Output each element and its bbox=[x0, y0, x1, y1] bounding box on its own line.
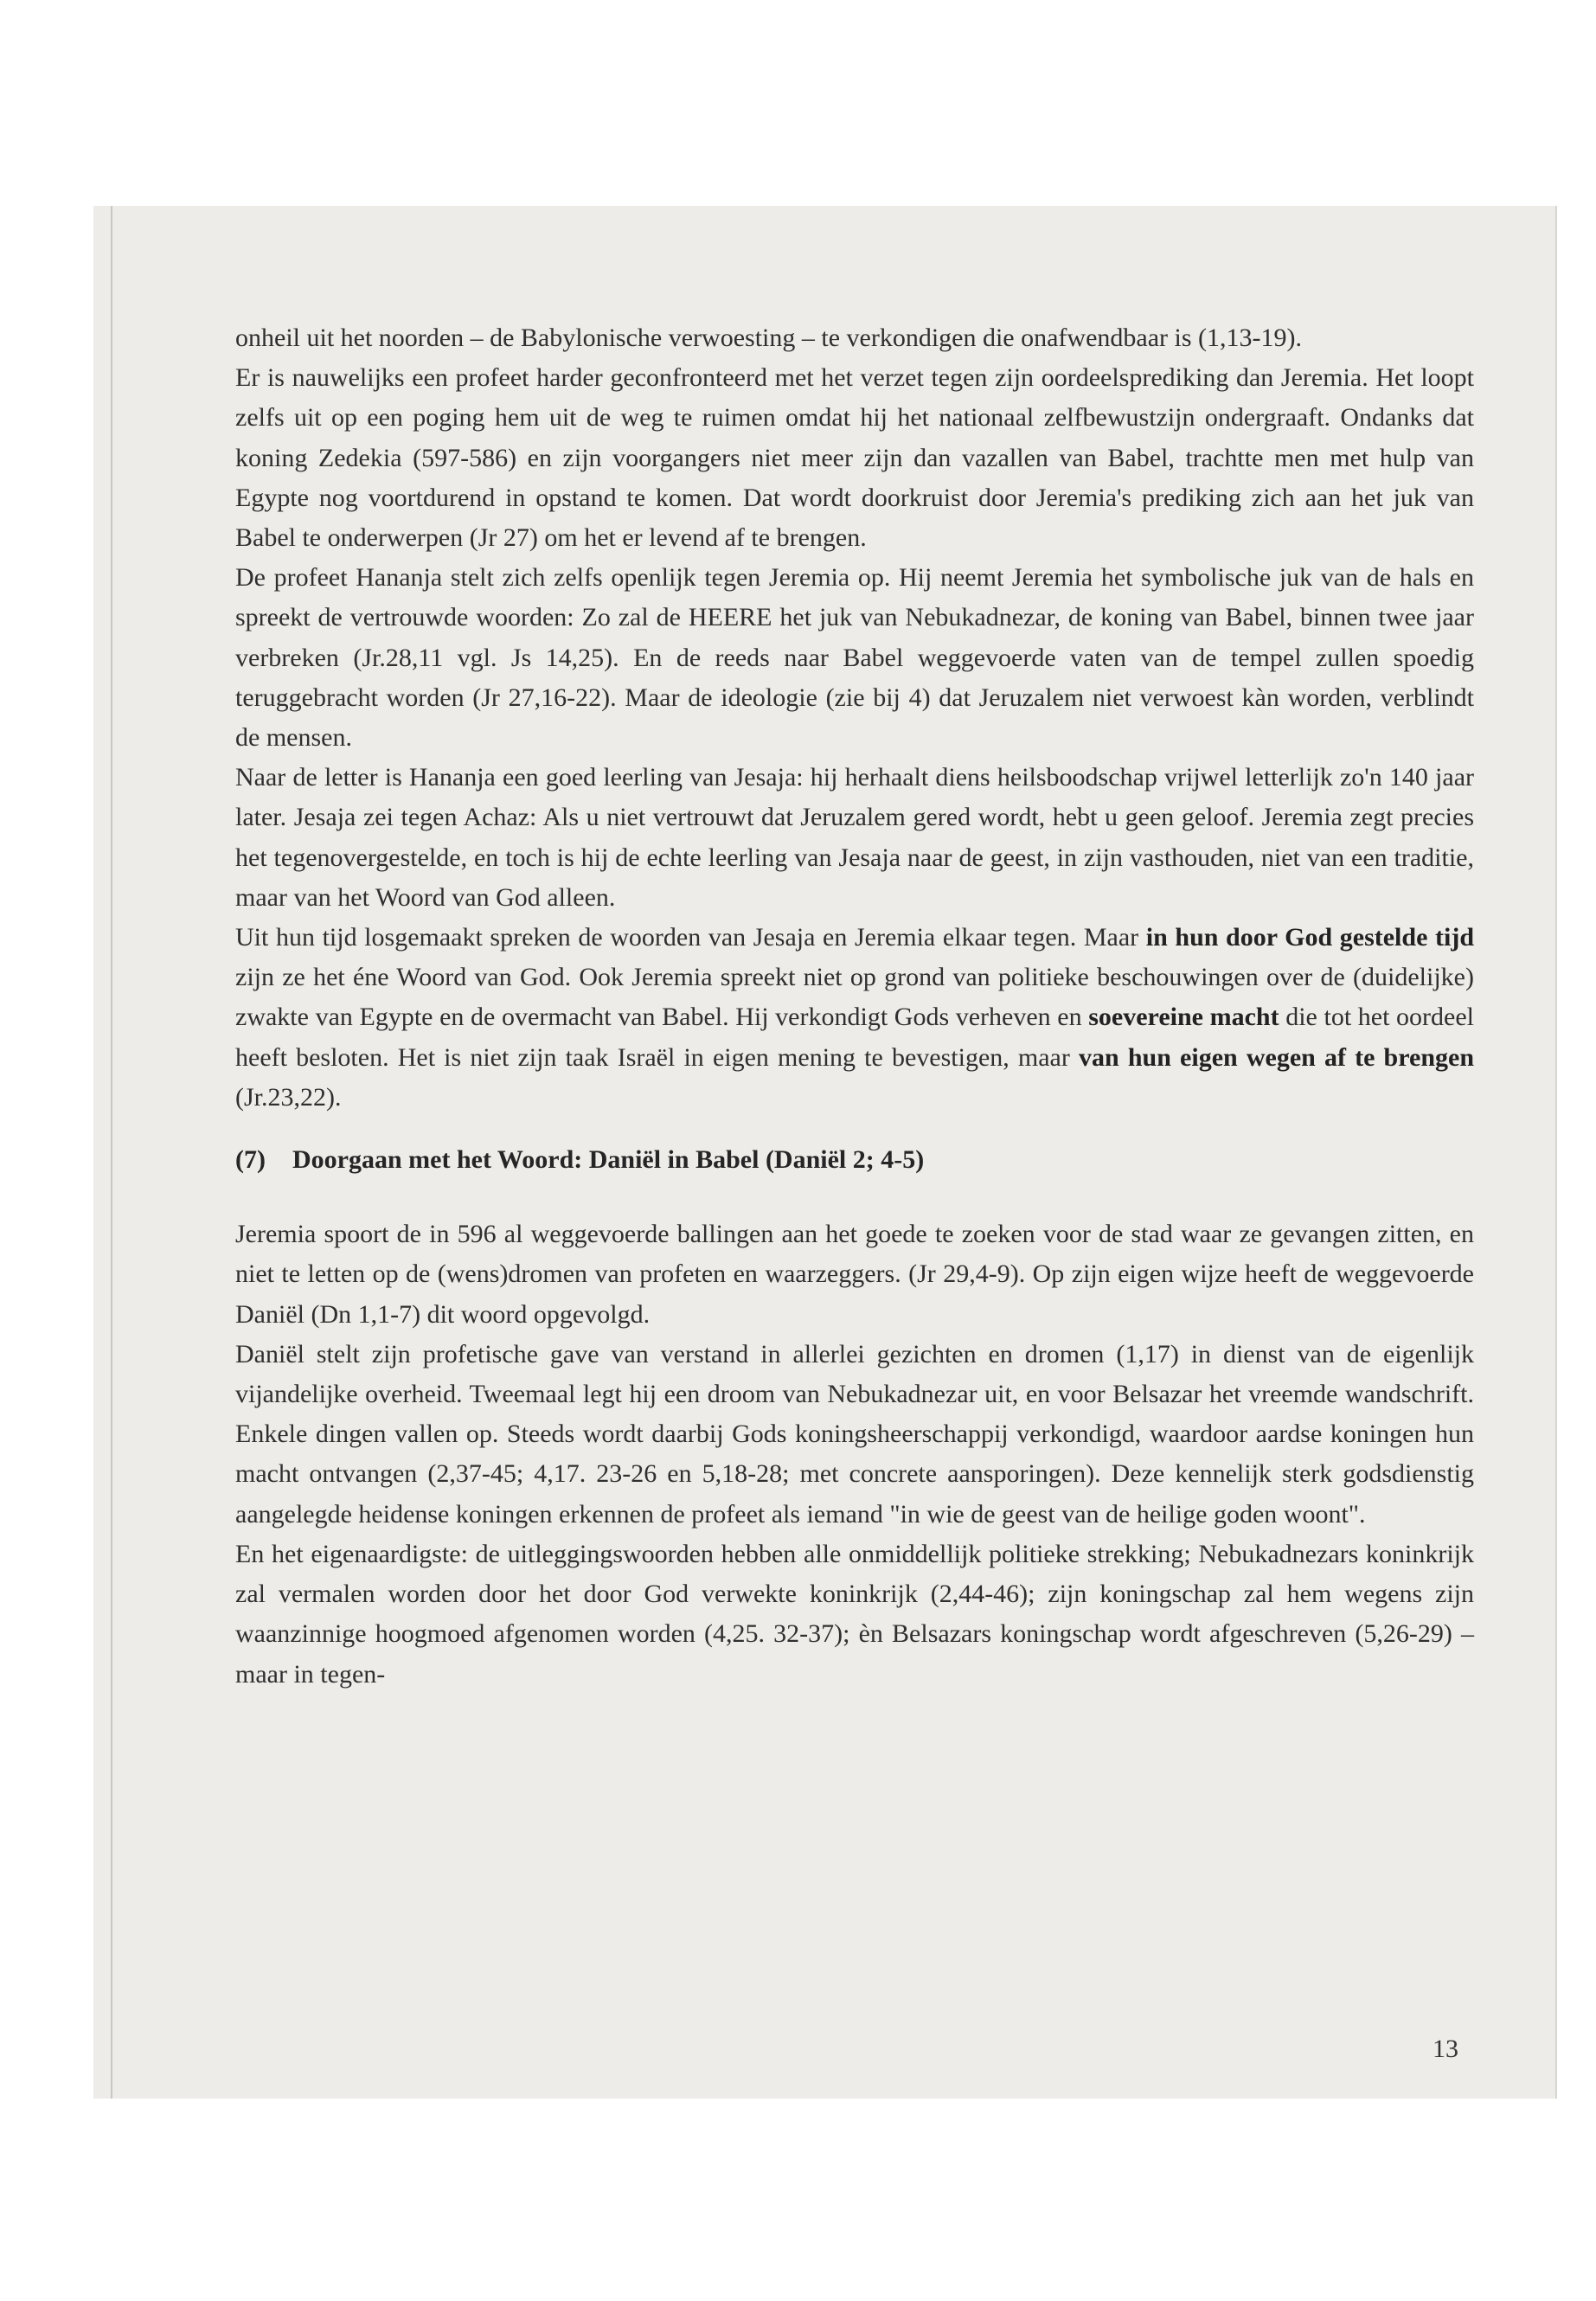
paragraph-5-text-1: Uit hun tijd losgemaakt spreken de woorden van Jesaja en Jeremia elkaar tegen. Maar bbox=[235, 923, 1146, 952]
paragraph-8: En het eigenaardigste: de uitleggingswoorden hebben alle onmiddellijk politieke strekking; Nebukadnezars koninkrijk zal vermalen worden door het door God verwekte koninkrijk (2,44-46); zijn koningschap zal hem wegens zijn waanzinnige hoogmoed afgenomen worden (4,25. 32-37); èn Belsazars koningschap wordt afgeschreven (5,26-29) – maar in tegen- bbox=[235, 1539, 1474, 1689]
paragraph-7: Daniël stelt zijn profetische gave van verstand in allerlei gezichten en dromen (1,17) in dienst van de eigenlijk vijandelijke overheid. Tweemaal legt hij een droom van Nebukadnezar uit, en voor Belsazar het vreemde wandschrift. Enkele dingen vallen op. Steeds wordt daarbij Gods koningsheerschappij verkondigd, waardoor aardse koningen hun macht ontvangen (2,37-45; 4,17. 23-26 en 5,18-28; met concrete aansporingen). Deze kennelijk sterk godsdienstig aangelegde heidense koningen erkennen de profeet als iemand "in wie de geest van de heilige goden woont". bbox=[235, 1339, 1474, 1529]
paragraph-6: Jeremia spoort de in 596 al weggevoerde ballingen aan het goede te zoeken voor de stad waar ze gevangen zitten, en niet te letten op de (wens)dromen van profeten en waarzeggers. (Jr 29,4-9). Op zijn eigen wijze heeft de weggevoerde Daniël (Dn 1,1-7) dit woord opgevolgd. bbox=[235, 1220, 1474, 1329]
paragraph-5-text-3: die tot het oordeel heeft besloten. Het is niet zijn taak Israël in eigen mening te bevestigen, maar bbox=[235, 1003, 1475, 1072]
paragraph-5-text-4: (Jr.23,22). bbox=[235, 1082, 342, 1112]
section-title: Doorgaan met het Woord: Daniël in Babel (Daniël 2; 4-5) bbox=[292, 1145, 925, 1175]
paragraph-3: De profeet Hananja stelt zich zelfs openlijk tegen Jeremia op. Hij neemt Jeremia het symbolische juk van de hals en spreekt de vertrouwde woorden: Zo zal de HEERE het juk van Nebukadnezar, de koning van Babel, binnen twee jaar verbreken (Jr.28,11 vgl. Js 14,25). En de reeds naar Babel weggevoerde vaten van de tempel zullen spoedig teruggebracht worden (Jr 27,16-22). Maar de ideologie (zie bij 4) dat Jeruzalem niet verwoest kàn worden, verblindt de mensen. bbox=[235, 563, 1474, 753]
page-number: 13 bbox=[1433, 2035, 1458, 2063]
page-text bbox=[235, 318, 1474, 1695]
paragraph-5 bbox=[235, 918, 1474, 1118]
page-binding-edge bbox=[111, 206, 112, 2099]
emphasis-god-appointed-time: in hun door God gestelde tijd bbox=[1145, 923, 1475, 952]
paragraph-2: Er is nauwelijks een profeet harder geconfronteerd met het verzet tegen zijn oordeelsprediking dan Jeremia. Het loopt zelfs uit op een poging hem uit de weg te ruimen omdat hij het nationaal zelfbewustzijn ondergraaft. Ondanks dat koning Zedekia (597-586) en zijn voorgangers niet meer zijn dan vazallen van Babel, trachtte men met hulp van Egypte nog voortdurend in opstand te komen. Dat wordt doorkruist door Jeremia's prediking zich aan het juk van Babel te onderwerpen (Jr 27) om het er levend af te brengen. bbox=[235, 363, 1474, 553]
paragraph-5-text-2: zijn ze het éne Woord van God. Ook Jeremia spreekt niet op grond van politieke beschouwingen over de (duidelijke) zwakte van Egypte en de overmacht van Babel. Hij verkondigt Gods verheven en bbox=[235, 963, 1474, 1032]
emphasis-sovereign-power: soevereine macht bbox=[1088, 1003, 1279, 1032]
paragraph-4: Naar de letter is Hananja een goed leerling van Jesaja: hij herhaalt diens heilsboodschap vrijwel letterlijk zo'n 140 jaar later. Jesaja zei tegen Achaz: Als u niet vertrouwt dat Jeruzalem gered wordt, hebt u geen geloof. Jeremia zegt precies het tegenovergestelde, en toch is hij de echte leerling van Jesaja naar de geest, in zijn vasthouden, niet van een traditie, maar van het Woord van God alleen. bbox=[235, 763, 1474, 912]
section-number: (7) bbox=[235, 1145, 266, 1175]
paragraph-1: onheil uit het noorden – de Babylonische verwoesting – te verkondigen die onafwendbaar is (1,13-19). bbox=[235, 324, 1303, 352]
section-heading bbox=[235, 1140, 1474, 1180]
emphasis-turn-from-ways: van hun eigen wegen af te brengen bbox=[1079, 1042, 1475, 1072]
